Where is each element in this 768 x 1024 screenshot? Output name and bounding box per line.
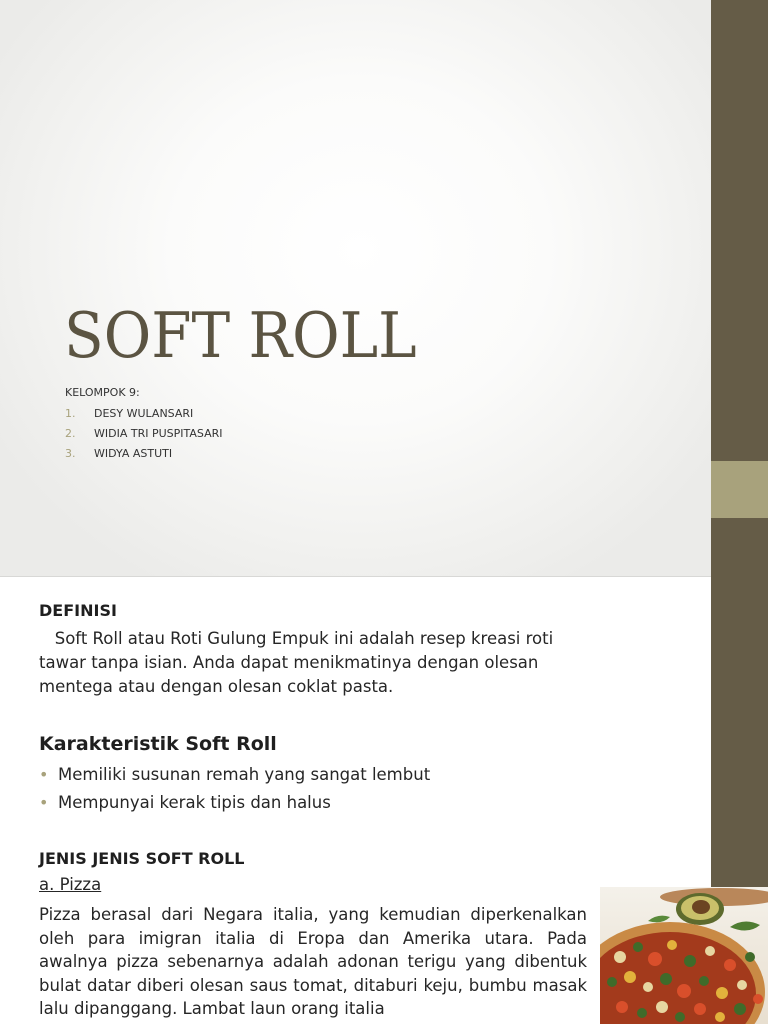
pizza-subheading: a. Pizza — [39, 875, 102, 894]
definisi-text: Soft Roll atau Roti Gulung Empuk ini adalah resep kreasi roti tawar tanpa isian. Anda dapat menikmatinya dengan olesan mentega atau dengan olesan coklat pasta. — [39, 629, 554, 696]
list-item-text: Mempunyai kerak tipis dan halus — [58, 793, 331, 812]
karakteristik-heading: Karakteristik Soft Roll — [39, 733, 277, 755]
member-list — [65, 404, 223, 464]
member-name: WIDYA ASTUTI — [94, 447, 173, 460]
pizza-text: Pizza berasal dari Negara italia, yang kemudian diperkenalkan oleh para imigran italia di Eropa dan Amerika utara. Pada awalnya pizza sebenarnya adalah adonan terigu yang dibentuk bulat datar diberi olesan saus tomat, ditaburi keju, bumbu masak lalu dipanggang. Lambat laun orang italia — [39, 905, 587, 1018]
definisi-heading: DEFINISI — [39, 601, 117, 620]
pizza-photo — [600, 887, 768, 1024]
jenis-heading: JENIS JENIS SOFT ROLL — [39, 849, 245, 868]
member-name: WIDIA TRI PUSPITASARI — [94, 427, 223, 440]
member-number: 2. — [65, 427, 76, 440]
member-number: 1. — [65, 407, 76, 420]
side-rail-accent — [711, 461, 768, 518]
member-name: DESY WULANSARI — [94, 407, 194, 420]
list-item-text: Memiliki susunan remah yang sangat lembut — [58, 765, 431, 784]
list-item — [39, 789, 430, 817]
pizza-photo-icon — [600, 887, 768, 1024]
bullet-icon: • — [39, 765, 49, 784]
karakteristik-list — [39, 761, 430, 817]
slide-title: SOFT ROLL — [64, 299, 417, 372]
bullet-icon: • — [39, 793, 49, 812]
member-number: 3. — [65, 447, 76, 460]
member-item — [65, 404, 223, 424]
member-item — [65, 444, 223, 464]
group-label: KELOMPOK 9: — [65, 386, 140, 399]
list-item — [39, 761, 430, 789]
member-item — [65, 424, 223, 444]
